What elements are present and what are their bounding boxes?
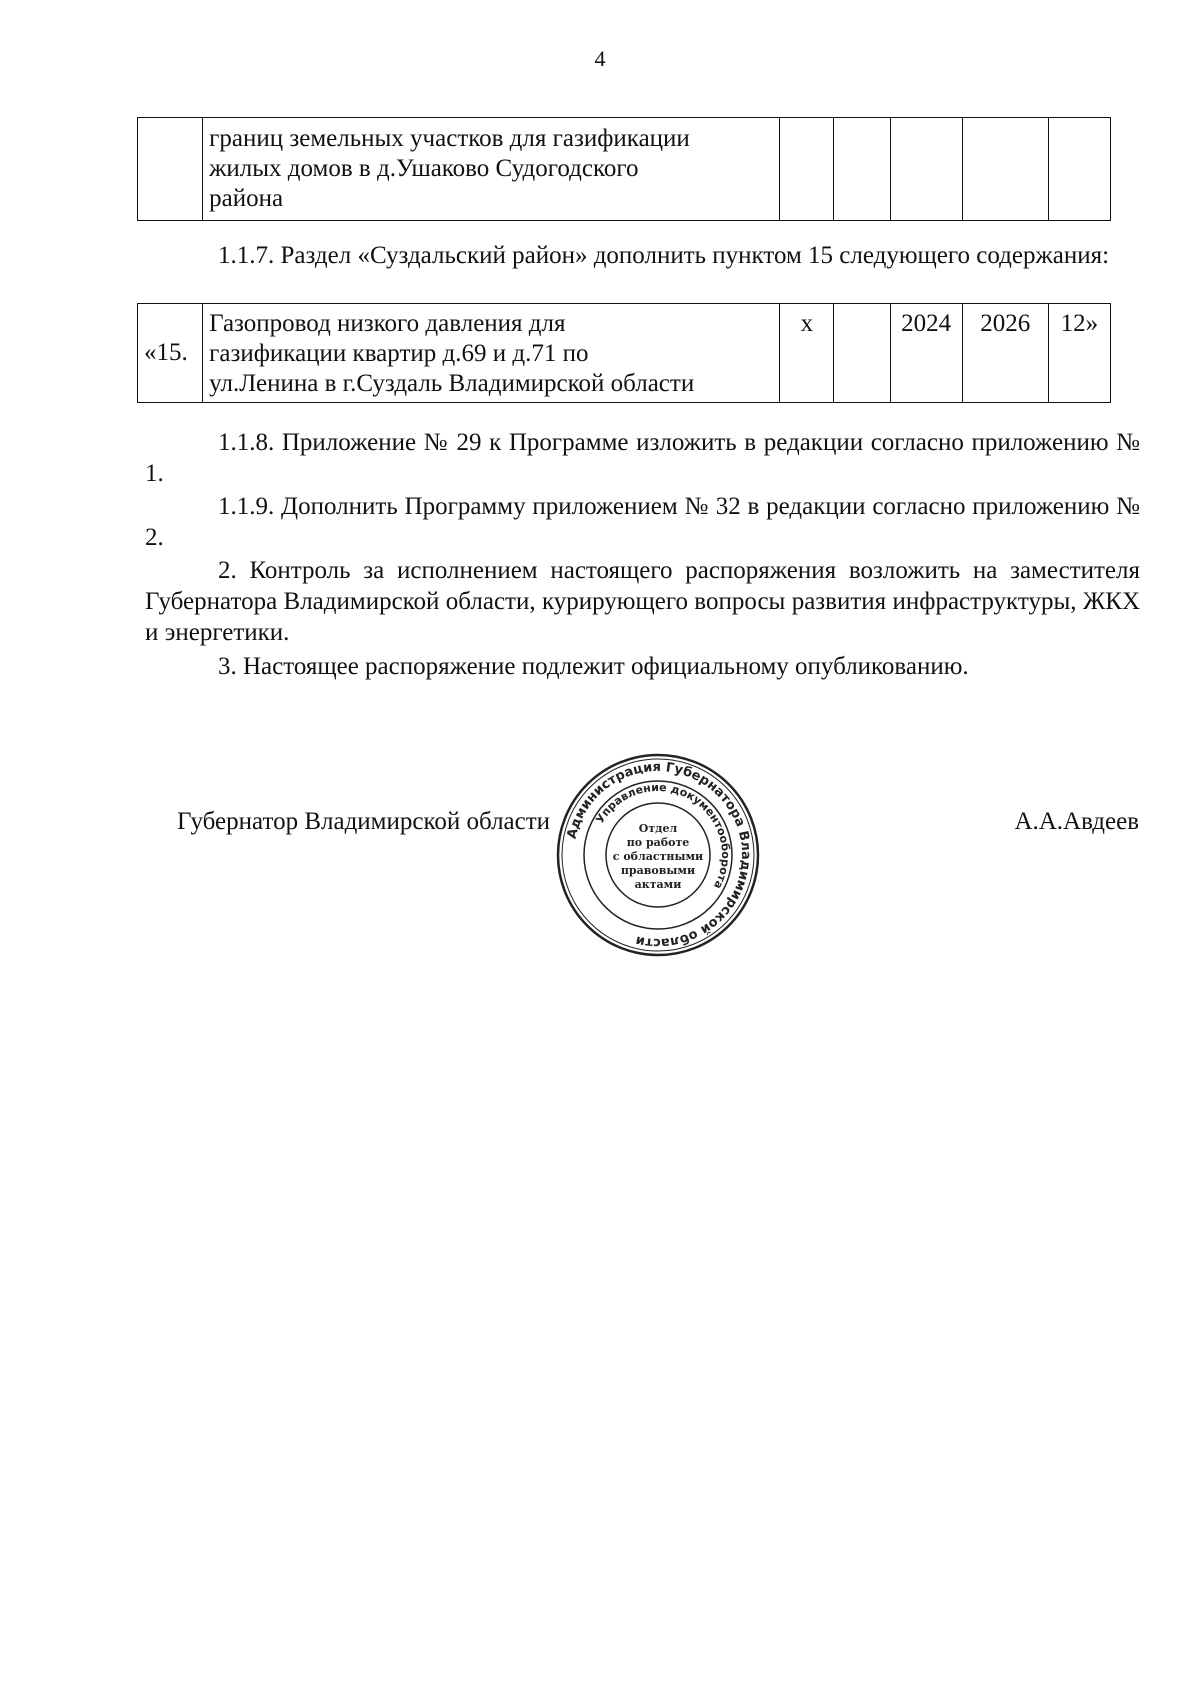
stamp-center-line: Отдел (638, 822, 678, 835)
stamp-center-line: правовыми (620, 864, 696, 877)
paragraph-1-1-7: 1.1.7. Раздел «Суздальский район» дополнить пунктом 15 следующего содержания: (218, 242, 1110, 269)
table-text-line: жилых домов в д.Ушаково Судогодского (209, 155, 639, 182)
table-row (138, 118, 1111, 221)
table-cell-text (203, 304, 780, 403)
table-cell-number: «15. (138, 304, 203, 403)
table-cell-col7: 12» (1048, 304, 1110, 403)
table-cell-col4 (834, 304, 890, 403)
paragraph-2: 2. Контроль за исполнением настоящего распоряжения возложить на заместителя Губернатора Владимирской области, курирующего вопросы развития инфраструктуры, ЖКХ и энергетики. (145, 557, 1140, 646)
table-cell (1048, 118, 1110, 221)
signature-position: Губернатор Владимирской области (177, 808, 551, 835)
table-cell-text (203, 118, 780, 221)
table-cell-start-year: 2024 (890, 304, 962, 403)
program-table-new-item (137, 303, 1111, 403)
table-cell-end-year: 2026 (962, 304, 1048, 403)
signature-name: А.А.Авдеев (1014, 808, 1139, 835)
table-cell (890, 118, 962, 221)
official-stamp (553, 750, 763, 960)
paragraph-1-1-9: 1.1.9. Дополнить Программу приложением № 32 в редакции согласно приложению № 2. (145, 493, 1140, 551)
stamp-outer-text: Администрация Губернатора Владимирской области (564, 759, 754, 951)
table-text-line: границ земельных участков для газификации (209, 125, 690, 152)
program-table-continuation (137, 117, 1111, 221)
stamp-center-line: с областными (612, 850, 704, 863)
stamp-center-line: актами (634, 878, 682, 891)
table-row (138, 304, 1111, 403)
paragraph-1-1-8: 1.1.8. Приложение № 29 к Программе изложить в редакции согласно приложению № 1. (145, 429, 1140, 487)
table-text-line: района (209, 185, 284, 212)
stamp-center-line: по работе (626, 836, 690, 849)
table-cell-col3: х (780, 304, 834, 403)
stamp-inner-text: Управление документооборота (593, 780, 733, 892)
table-cell-number (138, 118, 203, 221)
table-cell (780, 118, 834, 221)
stamp-seal-icon (553, 750, 763, 960)
table-text-line: ул.Ленина в г.Суздаль Владимирской области (209, 370, 695, 397)
table-cell (834, 118, 890, 221)
paragraph-3: 3. Настоящее распоряжение подлежит официальному опубликованию. (218, 653, 969, 680)
table-text-line: Газопровод низкого давления для (209, 310, 566, 337)
table-cell (962, 118, 1048, 221)
table-text-line: газификации квартир д.69 и д.71 по (209, 340, 589, 367)
page-number: 4 (594, 46, 606, 71)
